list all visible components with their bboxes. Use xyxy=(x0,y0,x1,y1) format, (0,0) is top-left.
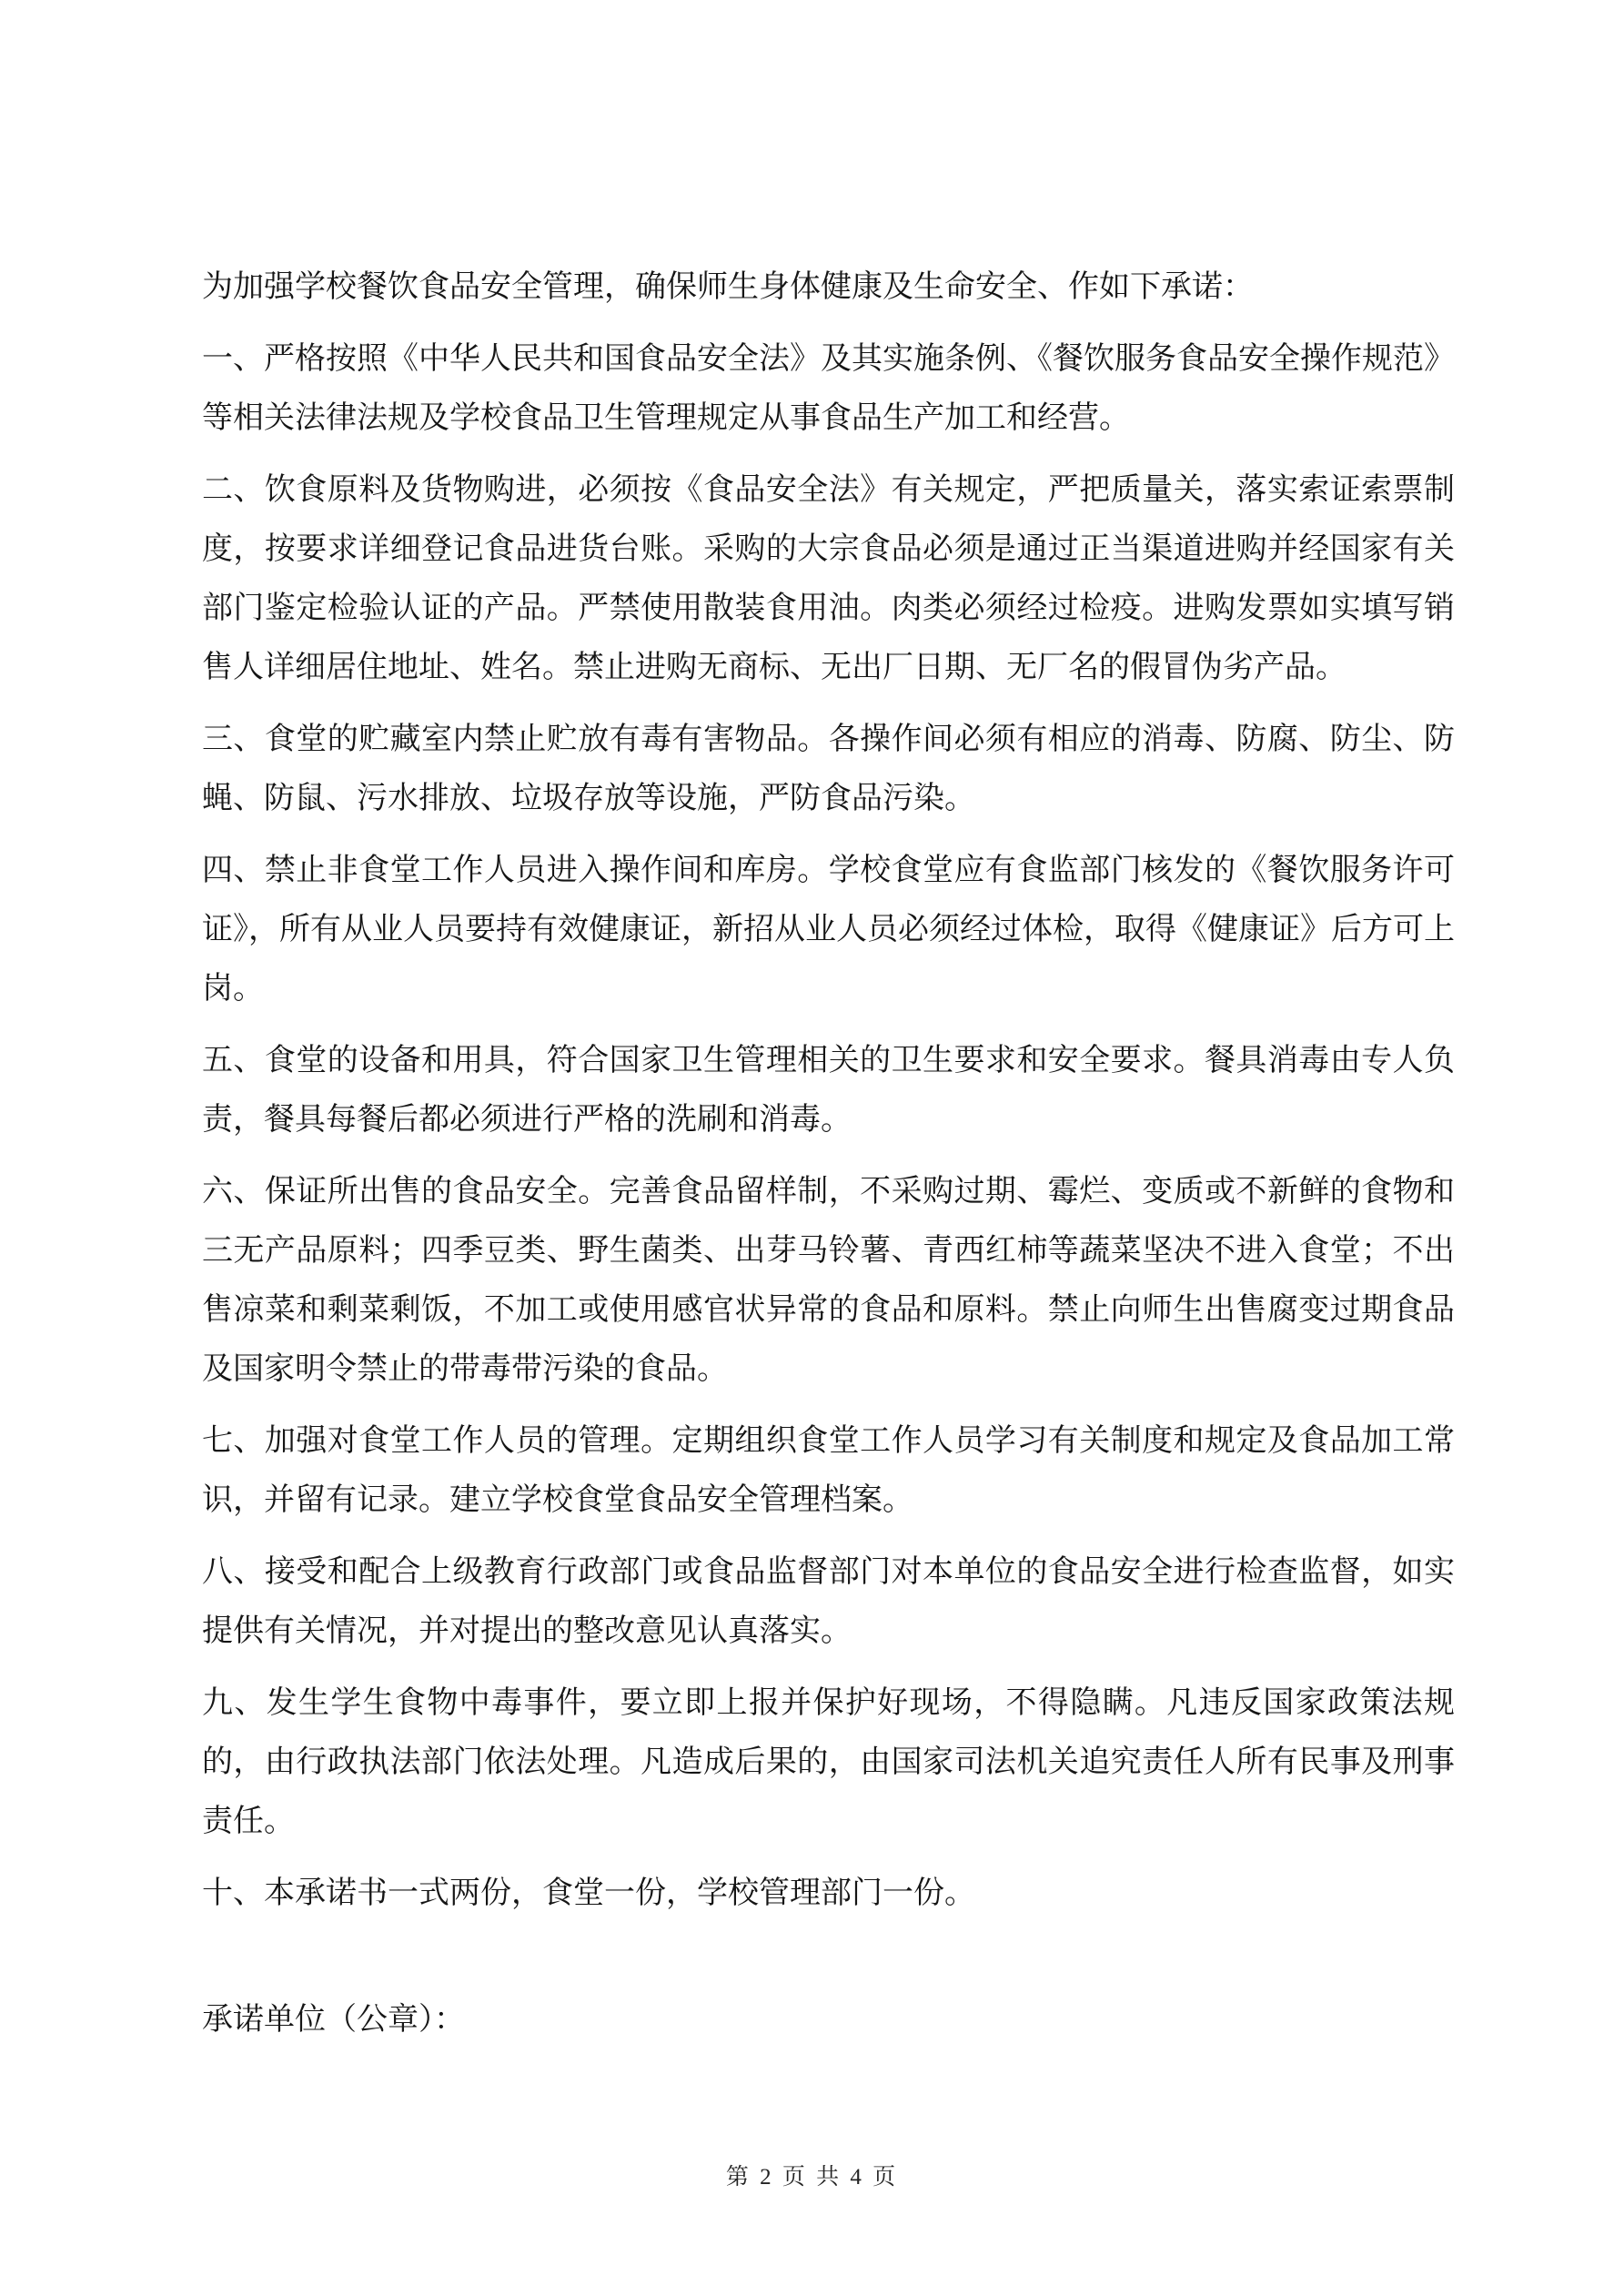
paragraph-item-5: 五、食堂的设备和用具，符合国家卫生管理相关的卫生要求和安全要求。餐具消毒由专人负责，餐具每餐后都必须进行严格的洗刷和消毒。 xyxy=(202,1044,1455,1137)
paragraph-item-10: 十、本承诺书一式两份，食堂一份，学校管理部门一份。 xyxy=(202,1876,975,1910)
paragraph-item-2: 二、饮食原料及货物购进，必须按《食品安全法》有关规定，严把质量关，落实索证索票制度，按要求详细登记食品进货台账。采购的大宗食品必须是通过正当渠道进购并经国家有关部门鉴定检验认证的产品。严禁使用散装食用油。肉类必须经过检疫。进购发票如实填写销售人详细居住地址、姓名。禁止进购无商标、无出厂日期、无厂名的假冒伪劣产品。 xyxy=(202,473,1455,684)
paragraph-intro: 为加强学校餐饮食品安全管理，确保师生身体健康及生命安全、作如下承诺： xyxy=(202,270,1254,304)
paragraph-item-1: 一、严格按照《中华人民共和国食品安全法》及其实施条例、《餐饮服务食品安全操作规范》等相关法律法规及学校食品卫生管理规定从事食品生产加工和经营。 xyxy=(202,342,1455,435)
paragraph-item-8: 八、接受和配合上级教育行政部门或食品监督部门对本单位的食品安全进行检查监督，如实提供有关情况，并对提出的整改意见认真落实。 xyxy=(202,1555,1455,1648)
paragraph-item-9: 九、发生学生食物中毒事件，要立即上报并保护好现场，不得隐瞒。凡违反国家政策法规的，由行政执法部门依法处理。凡造成后果的，由国家司法机关追究责任人所有民事及刑事责任。 xyxy=(202,1686,1455,1838)
paragraph-item-3: 三、食堂的贮藏室内禁止贮放有毒有害物品。各操作间必须有相应的消毒、防腐、防尘、防蝇、防鼠、污水排放、垃圾存放等设施，严防食品污染。 xyxy=(202,723,1455,815)
signature-line: 承诺单位（公章）： xyxy=(202,2003,465,2037)
paragraph-item-4: 四、禁止非食堂工作人员进入操作间和库房。学校食堂应有食监部门核发的《餐饮服务许可证》，所有从业人员要持有效健康证，新招从业人员必须经过体检，取得《健康证》后方可上岗。 xyxy=(202,854,1455,1006)
paragraph-item-7: 七、加强对食堂工作人员的管理。定期组织食堂工作人员学习有关制度和规定及食品加工常识，并留有记录。建立学校食堂食品安全管理档案。 xyxy=(202,1424,1455,1517)
page-footer: 第 2 页 共 4 页 xyxy=(725,2165,899,2190)
paragraph-item-6: 六、保证所出售的食品安全。完善食品留样制，不采购过期、霉烂、变质或不新鲜的食物和三无产品原料；四季豆类、野生菌类、出芽马铃薯、青西红柿等蔬菜坚决不进入食堂；不出售凉菜和剩菜剩饭，不加工或使用感官状异常的食品和原料。禁止向师生出售腐变过期食品及国家明令禁止的带毒带污染的食品。 xyxy=(202,1175,1455,1386)
